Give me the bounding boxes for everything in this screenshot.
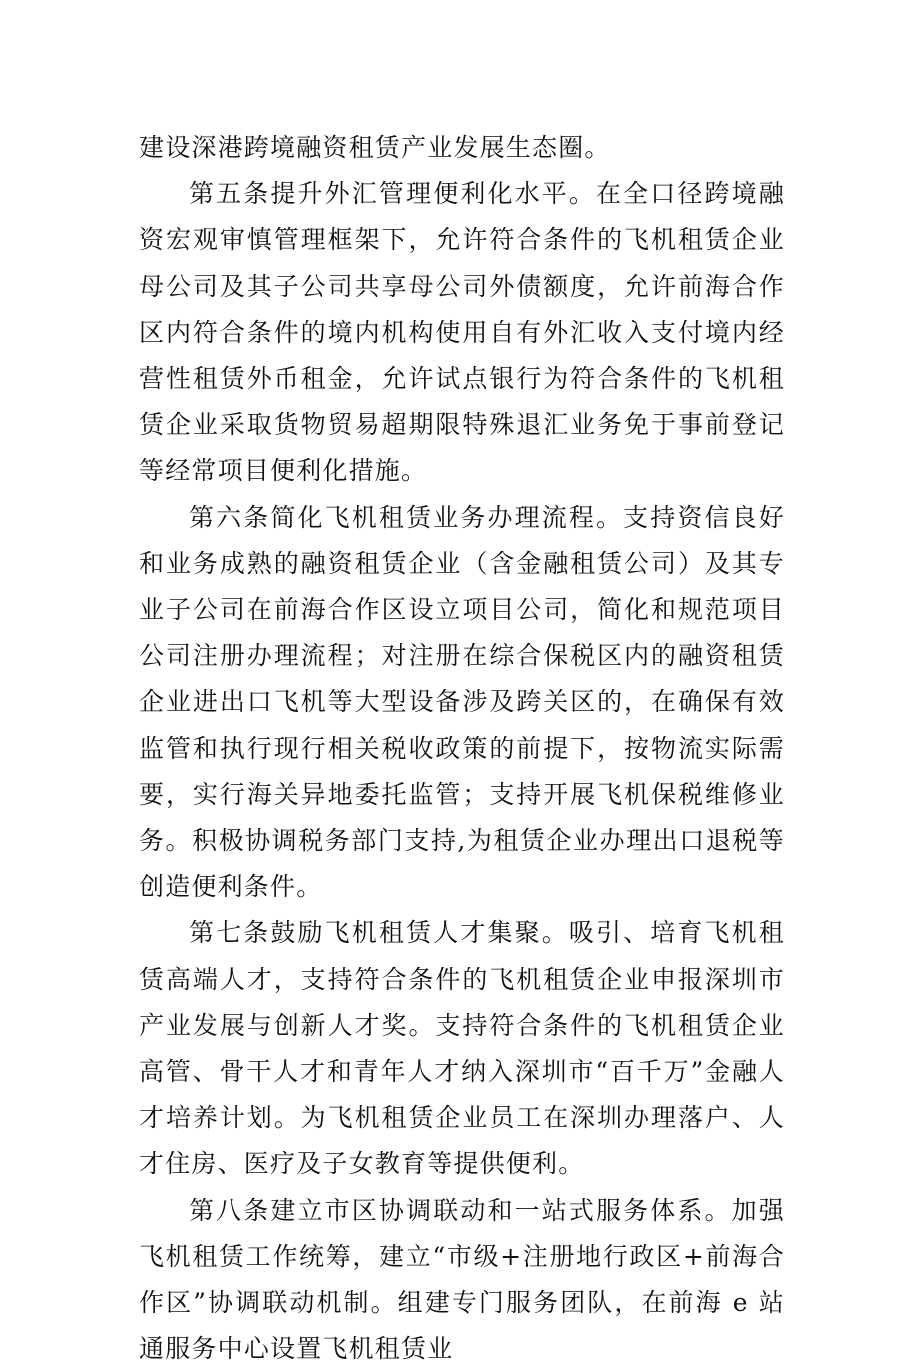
paragraph-article-8: 第八条建立市区协调联动和一站式服务体系。加强飞机租赁工作统筹，建立“市级+注册地行政区+前海合作区”协调联动机制。组建专门服务团队，在前海 e 站通服务中心设置飞机租赁业 (139, 1195, 785, 1364)
paragraph-article-5: 第五条提升外汇管理便利化水平。在全口径跨境融资宏观审慎管理框架下，允许符合条件的飞机租赁企业母公司及其子公司共享母公司外债额度，允许前海合作区内符合条件的境内机构使用自有外汇收入支付境内经营性租赁外币租金，允许试点银行为符合条件的飞机租赁企业采取货物贸易超期限特殊退汇业务免于事前登记等经常项目便利化措施。 (139, 179, 785, 486)
paragraph-article-6: 第六条简化飞机租赁业务办理流程。支持资信良好和业务成熟的融资租赁企业（含金融租赁公司）及其专业子公司在前海合作区设立项目公司，简化和规范项目公司注册办理流程；对注册在综合保税区内的融资租赁企业进出口飞机等大型设备涉及跨关区的，在确保有效监管和执行现行相关税收政策的前提下，按物流实际需要，实行海关异地委托监管；支持开展飞机保税维修业务。积极协调税务部门支持,为租赁企业办理出口退税等创造便利条件。 (139, 502, 785, 902)
paragraph-continuation: 建设深港跨境融资租赁产业发展生态圈。 (139, 133, 611, 162)
document-body (139, 125, 785, 1372)
paragraph-article-7: 第七条鼓励飞机租赁人才集聚。吸引、培育飞机租赁高端人才，支持符合条件的飞机租赁企业申报深圳市产业发展与创新人才奖。支持符合条件的飞机租赁企业高管、骨干人才和青年人才纳入深圳市“百千万”金融人才培养计划。为飞机租赁企业员工在深圳办理落户、人才住房、医疗及子女教育等提供便利。 (139, 918, 785, 1179)
